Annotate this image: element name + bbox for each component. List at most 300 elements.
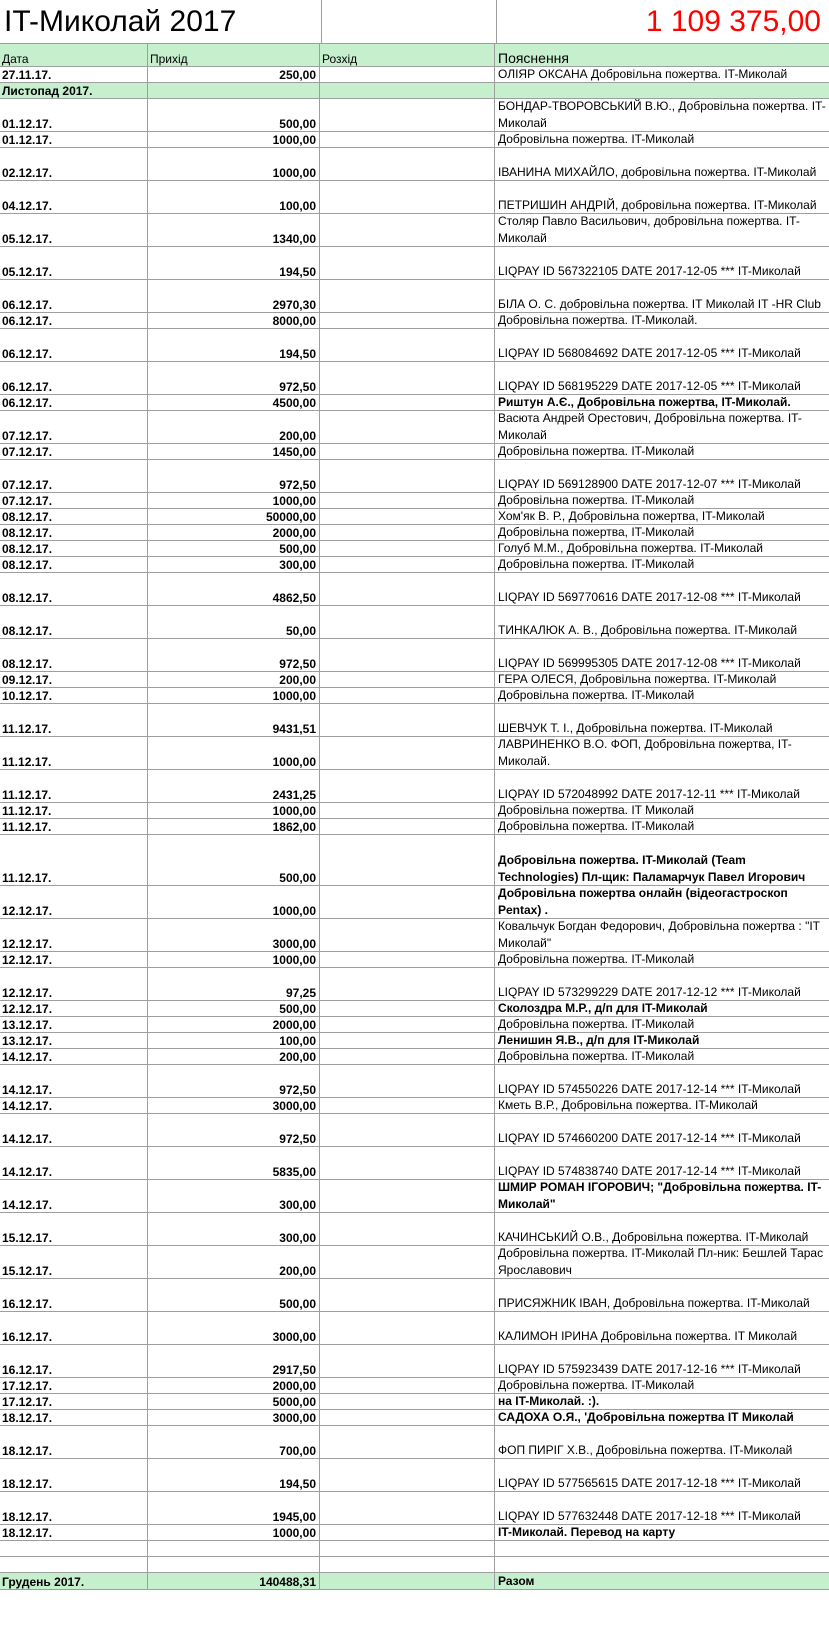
expense-cell — [320, 525, 495, 540]
note-cell: Добровільна пожертва. IT-Миколай — [498, 132, 695, 146]
date-cell: 06.12.17. — [0, 313, 148, 328]
date-cell: 18.12.17. — [0, 1426, 148, 1458]
expense-cell — [320, 1279, 495, 1311]
income-cell: 1000,00 — [148, 803, 320, 818]
sheet-title: IT-Миколай 2017 — [4, 5, 237, 38]
expense-cell — [320, 1394, 495, 1409]
table-row — [0, 1525, 829, 1541]
income-cell: 97,25 — [148, 968, 320, 1000]
header-divider — [321, 0, 322, 43]
income-cell: 194,50 — [148, 247, 320, 279]
income-cell: 500,00 — [148, 1279, 320, 1311]
table-row — [0, 444, 829, 460]
income-cell: 1862,00 — [148, 819, 320, 834]
income-cell: 972,50 — [148, 639, 320, 671]
note-cell: Добровільна пожертва онлайн (відеогастроскоп Pentax) . — [498, 886, 788, 917]
table-row — [0, 1033, 829, 1049]
column-header-income: Прихід — [148, 44, 320, 66]
income-cell: 2000,00 — [148, 525, 320, 540]
date-cell: 08.12.17. — [0, 606, 148, 638]
date-cell: 12.12.17. — [0, 968, 148, 1000]
note-cell — [495, 1541, 829, 1556]
expense-cell — [320, 493, 495, 508]
income-cell: 1450,00 — [148, 444, 320, 459]
date-cell: 01.12.17. — [0, 99, 148, 131]
table-row — [0, 148, 829, 181]
date-cell: 08.12.17. — [0, 509, 148, 524]
income-cell: 1340,00 — [148, 214, 320, 246]
date-cell: 07.12.17. — [0, 460, 148, 492]
income-cell: 972,50 — [148, 362, 320, 394]
income-cell: 2000,00 — [148, 1017, 320, 1032]
note-cell: LIQPAY ID 568084692 DATE 2017-12-05 *** IT-Миколай — [498, 345, 801, 360]
date-cell: Грудень 2017. — [0, 1573, 148, 1589]
note-cell — [495, 83, 829, 98]
table-row — [0, 1114, 829, 1147]
note-cell: LIQPAY ID 575923439 DATE 2017-12-16 *** IT-Миколай — [498, 1361, 801, 1376]
income-cell: 2431,25 — [148, 770, 320, 802]
date-cell: 18.12.17. — [0, 1525, 148, 1540]
date-cell: 14.12.17. — [0, 1049, 148, 1064]
table-row — [0, 803, 829, 819]
table-row — [0, 1378, 829, 1394]
expense-cell — [320, 1017, 495, 1032]
note-cell: Риштун А.Є., Добровільна пожертва, IT-Миколай. — [498, 395, 791, 409]
table-row — [0, 1394, 829, 1410]
note-cell: Добровільна пожертва. IT Миколай — [498, 803, 694, 817]
table-row — [0, 181, 829, 214]
note-cell: LIQPAY ID 577565615 DATE 2017-12-18 *** IT-Миколай — [498, 1475, 801, 1490]
expense-cell — [320, 803, 495, 818]
table-row — [0, 1410, 829, 1426]
note-cell: ПРИСЯЖНИК ІВАН, Добровільна пожертва. IT-Миколай — [498, 1295, 810, 1310]
date-cell: 08.12.17. — [0, 573, 148, 605]
total-amount: 1 109 375,00 — [645, 5, 821, 38]
expense-cell — [320, 362, 495, 394]
expense-cell — [320, 1098, 495, 1113]
income-cell: 700,00 — [148, 1426, 320, 1458]
note-cell: LIQPAY ID 569128900 DATE 2017-12-07 *** IT-Миколай — [498, 476, 801, 491]
note-cell: Добровільна пожертва. IT-Миколай — [498, 557, 695, 571]
note-cell: ШЕВЧУК Т. І., Добровільна пожертва. IT-Миколай — [498, 720, 773, 735]
table-row — [0, 1426, 829, 1459]
note-cell: Добровільна пожертва. IT-Миколай — [498, 1017, 695, 1031]
expense-cell — [320, 1492, 495, 1524]
expense-cell — [320, 247, 495, 279]
table-row — [0, 132, 829, 148]
expense-cell — [320, 395, 495, 410]
note-cell: Добровільна пожертва. IT-Миколай — [498, 444, 695, 458]
expense-cell — [320, 1557, 495, 1572]
table-row — [0, 411, 829, 444]
table-body — [0, 67, 829, 1590]
income-cell: 1000,00 — [148, 148, 320, 180]
table-row — [0, 1312, 829, 1345]
income-cell: 972,50 — [148, 1065, 320, 1097]
table-row — [0, 460, 829, 493]
table-row — [0, 280, 829, 313]
date-cell: 14.12.17. — [0, 1147, 148, 1179]
income-cell: 9431,51 — [148, 704, 320, 736]
expense-cell — [320, 1541, 495, 1556]
table-row — [0, 214, 829, 247]
expense-cell — [320, 444, 495, 459]
date-cell: 12.12.17. — [0, 1001, 148, 1016]
note-cell: LIQPAY ID 574838740 DATE 2017-12-14 *** IT-Миколай — [498, 1163, 801, 1178]
note-cell: Добровільна пожертва. IT-Миколай — [498, 688, 695, 702]
table-row — [0, 541, 829, 557]
table-row — [0, 1492, 829, 1525]
expense-cell — [320, 509, 495, 524]
expense-cell — [320, 1573, 495, 1589]
income-cell: 250,00 — [148, 67, 320, 82]
expense-cell — [320, 737, 495, 769]
expense-cell — [320, 148, 495, 180]
date-cell: 08.12.17. — [0, 639, 148, 671]
table-row — [0, 1065, 829, 1098]
table-row — [0, 1180, 829, 1213]
income-cell: 500,00 — [148, 541, 320, 556]
table-row — [0, 509, 829, 525]
table-row — [0, 247, 829, 280]
column-header-row — [0, 44, 829, 67]
expense-cell — [320, 1426, 495, 1458]
table-row — [0, 1573, 829, 1590]
income-cell: 1000,00 — [148, 493, 320, 508]
note-cell: Добровільна пожертва. IT-Миколай — [498, 819, 695, 833]
income-cell: 3000,00 — [148, 1312, 320, 1344]
date-cell: 11.12.17. — [0, 737, 148, 769]
expense-cell — [320, 541, 495, 556]
note-cell: LIQPAY ID 567322105 DATE 2017-12-05 *** IT-Миколай — [498, 263, 801, 278]
note-cell: Хом'як В. Р., Добровільна пожертва, IT-Миколай — [498, 509, 765, 523]
date-cell: 16.12.17. — [0, 1345, 148, 1377]
expense-cell — [320, 1180, 495, 1212]
income-cell: 1000,00 — [148, 688, 320, 703]
expense-cell — [320, 1065, 495, 1097]
date-cell: 13.12.17. — [0, 1017, 148, 1032]
income-cell: 1945,00 — [148, 1492, 320, 1524]
income-cell: 500,00 — [148, 835, 320, 885]
date-cell: 02.12.17. — [0, 148, 148, 180]
date-cell: 14.12.17. — [0, 1098, 148, 1113]
note-cell: САДОХА О.Я., 'Добровільна пожертва IT Миколай — [498, 1410, 794, 1424]
income-cell: 972,50 — [148, 1114, 320, 1146]
income-cell: 4862,50 — [148, 573, 320, 605]
income-cell: 1000,00 — [148, 132, 320, 147]
table-row — [0, 1213, 829, 1246]
date-cell — [0, 1541, 148, 1556]
date-cell: 11.12.17. — [0, 819, 148, 834]
income-cell: 200,00 — [148, 1246, 320, 1278]
expense-cell — [320, 313, 495, 328]
sheet-header — [0, 0, 829, 44]
date-cell: 09.12.17. — [0, 672, 148, 687]
expense-cell — [320, 688, 495, 703]
income-cell: 3000,00 — [148, 1410, 320, 1425]
income-cell: 972,50 — [148, 460, 320, 492]
income-cell: 200,00 — [148, 1049, 320, 1064]
table-row — [0, 1459, 829, 1492]
note-cell: Столяр Павло Васильович, добровільна пожертва. IT-Миколай — [498, 214, 800, 245]
date-cell: 11.12.17. — [0, 704, 148, 736]
note-cell: LIQPAY ID 574550226 DATE 2017-12-14 *** IT-Миколай — [498, 1081, 801, 1096]
table-row — [0, 573, 829, 606]
note-cell: Голуб М.М., Добровільна пожертва. IT-Миколай — [498, 541, 763, 555]
expense-cell — [320, 770, 495, 802]
table-row — [0, 819, 829, 835]
date-cell: 06.12.17. — [0, 395, 148, 410]
expense-cell — [320, 704, 495, 736]
table-row — [0, 770, 829, 803]
expense-cell — [320, 573, 495, 605]
table-row — [0, 835, 829, 886]
expense-cell — [320, 132, 495, 147]
expense-cell — [320, 1525, 495, 1540]
expense-cell — [320, 83, 495, 98]
date-cell: 15.12.17. — [0, 1246, 148, 1278]
note-cell: ГЕРА ОЛЕСЯ, Добровільна пожертва. IT-Миколай — [498, 672, 777, 686]
note-cell: ФОП ПИРІГ Х.В., Добровільна пожертва. IT-Миколай — [498, 1442, 793, 1457]
note-cell: Добровільна пожертва, IT-Миколай — [498, 525, 695, 539]
column-header-note: Пояснення — [495, 44, 829, 66]
expense-cell — [320, 1378, 495, 1393]
income-cell: 5000,00 — [148, 1394, 320, 1409]
expense-cell — [320, 181, 495, 213]
table-row — [0, 968, 829, 1001]
table-row — [0, 313, 829, 329]
date-cell: 05.12.17. — [0, 247, 148, 279]
date-cell: 08.12.17. — [0, 557, 148, 572]
income-cell: 194,50 — [148, 329, 320, 361]
date-cell: 11.12.17. — [0, 803, 148, 818]
date-cell: 18.12.17. — [0, 1410, 148, 1425]
table-row — [0, 1098, 829, 1114]
expense-cell — [320, 886, 495, 918]
date-cell: 11.12.17. — [0, 770, 148, 802]
expense-cell — [320, 1312, 495, 1344]
expense-cell — [320, 1345, 495, 1377]
table-row — [0, 1017, 829, 1033]
table-row — [0, 1345, 829, 1378]
income-cell — [148, 1557, 320, 1572]
expense-cell — [320, 1001, 495, 1016]
date-cell: 14.12.17. — [0, 1180, 148, 1212]
note-cell: ШМИР РОМАН ІГОРОВИЧ; "Добровільна пожертва. IT-Миколай" — [498, 1180, 822, 1211]
note-cell: Добровільна пожертва. IT-Миколай — [498, 952, 695, 966]
date-cell: 08.12.17. — [0, 525, 148, 540]
income-cell: 300,00 — [148, 1213, 320, 1245]
expense-cell — [320, 1459, 495, 1491]
table-row — [0, 672, 829, 688]
table-row — [0, 1279, 829, 1312]
table-row — [0, 83, 829, 99]
expense-cell — [320, 214, 495, 246]
expense-cell — [320, 411, 495, 443]
expense-cell — [320, 1147, 495, 1179]
note-cell: LIQPAY ID 572048992 DATE 2017-12-11 *** IT-Миколай — [498, 786, 800, 801]
date-cell: 15.12.17. — [0, 1213, 148, 1245]
note-cell: ТИНКАЛЮК А. В., Добровільна пожертва. IT-Миколай — [498, 622, 798, 637]
date-cell: 16.12.17. — [0, 1279, 148, 1311]
expense-cell — [320, 1246, 495, 1278]
income-cell: 3000,00 — [148, 919, 320, 951]
table-row — [0, 395, 829, 411]
expense-cell — [320, 1114, 495, 1146]
income-cell: 1000,00 — [148, 886, 320, 918]
table-row — [0, 952, 829, 968]
date-cell: 18.12.17. — [0, 1459, 148, 1491]
table-row — [0, 67, 829, 83]
note-cell: LIQPAY ID 569770616 DATE 2017-12-08 *** IT-Миколай — [498, 589, 801, 604]
income-cell: 200,00 — [148, 411, 320, 443]
table-row — [0, 99, 829, 132]
table-row — [0, 1147, 829, 1180]
note-cell: Сколоздра М.Р., д/п для IT-Миколай — [498, 1001, 708, 1015]
date-cell: 11.12.17. — [0, 835, 148, 885]
date-cell: 06.12.17. — [0, 280, 148, 312]
note-cell: LIQPAY ID 569995305 DATE 2017-12-08 *** IT-Миколай — [498, 655, 801, 670]
date-cell: 12.12.17. — [0, 886, 148, 918]
expense-cell — [320, 672, 495, 687]
expense-cell — [320, 919, 495, 951]
note-cell: Кметь В.Р., Добровільна пожертва. IT-Миколай — [498, 1098, 758, 1112]
note-cell: ІВАНИНА МИХАЙЛО, добровільна пожертва. IT-Миколай — [498, 164, 817, 179]
table-row — [0, 688, 829, 704]
income-cell: 1000,00 — [148, 952, 320, 967]
note-cell: КАЧИНСЬКИЙ О.В., Добровільна пожертва. IT-Миколай — [498, 1229, 809, 1244]
note-cell — [495, 1557, 829, 1572]
date-cell: 17.12.17. — [0, 1378, 148, 1393]
note-cell: Добровільна пожертва. IT-Миколай — [498, 1049, 695, 1063]
income-cell: 300,00 — [148, 1180, 320, 1212]
table-row — [0, 919, 829, 952]
income-cell: 8000,00 — [148, 313, 320, 328]
income-cell: 300,00 — [148, 557, 320, 572]
expense-cell — [320, 968, 495, 1000]
note-cell: БОНДАР-ТВОРОВСЬКИЙ В.Ю., Добровільна пожертва. IT-Миколай — [498, 99, 826, 130]
income-cell: 1000,00 — [148, 1525, 320, 1540]
date-cell: 13.12.17. — [0, 1033, 148, 1048]
note-cell: Добровільна пожертва. IT-Миколай — [498, 493, 695, 507]
date-cell: 06.12.17. — [0, 362, 148, 394]
table-row — [0, 329, 829, 362]
date-cell: 17.12.17. — [0, 1394, 148, 1409]
expense-cell — [320, 639, 495, 671]
expense-cell — [320, 819, 495, 834]
expense-cell — [320, 99, 495, 131]
date-cell: 07.12.17. — [0, 411, 148, 443]
expense-cell — [320, 835, 495, 885]
note-cell: LIQPAY ID 577632448 DATE 2017-12-18 *** IT-Миколай — [498, 1508, 801, 1523]
note-cell: Ленишин Я.В., д/п для IT-Миколай — [498, 1033, 700, 1047]
table-row — [0, 606, 829, 639]
expense-cell — [320, 329, 495, 361]
date-cell: 07.12.17. — [0, 444, 148, 459]
table-row — [0, 886, 829, 919]
date-cell: 07.12.17. — [0, 493, 148, 508]
date-cell: 14.12.17. — [0, 1065, 148, 1097]
income-cell: 200,00 — [148, 672, 320, 687]
income-cell: 100,00 — [148, 181, 320, 213]
table-row — [0, 493, 829, 509]
note-cell: LIQPAY ID 568195229 DATE 2017-12-05 *** IT-Миколай — [498, 378, 801, 393]
income-cell: 500,00 — [148, 99, 320, 131]
date-cell: 18.12.17. — [0, 1492, 148, 1524]
income-cell: 1000,00 — [148, 737, 320, 769]
note-cell: Васюта Андрей Орестович, Добровільна пожертва. IT-Миколай — [498, 411, 802, 442]
expense-cell — [320, 460, 495, 492]
expense-cell — [320, 606, 495, 638]
note-cell: Разом — [495, 1573, 829, 1589]
date-cell: 05.12.17. — [0, 214, 148, 246]
table-row — [0, 737, 829, 770]
note-cell: LIQPAY ID 573299229 DATE 2017-12-12 *** IT-Миколай — [498, 984, 801, 999]
table-row — [0, 362, 829, 395]
note-cell: Ковальчук Богдан Федорович, Добровільна пожертва : "IT Миколай" — [498, 919, 820, 950]
note-cell: ПЕТРИШИН АНДРІЙ, добровільна пожертва. IT-Миколай — [498, 197, 817, 212]
table-row — [0, 557, 829, 573]
date-cell: 01.12.17. — [0, 132, 148, 147]
date-cell — [0, 1557, 148, 1572]
column-header-expense: Розхід — [320, 44, 495, 66]
note-cell: на IT-Миколай. :). — [498, 1394, 600, 1408]
date-cell: 14.12.17. — [0, 1114, 148, 1146]
header-divider — [496, 0, 497, 43]
income-cell: 100,00 — [148, 1033, 320, 1048]
note-cell: КАЛИМОН ІРИНА Добровільна пожертва. IT Миколай — [498, 1328, 798, 1343]
table-row — [0, 1001, 829, 1017]
table-row — [0, 1049, 829, 1065]
expense-cell — [320, 280, 495, 312]
note-cell: Добровільна пожертва. IT-Миколай Пл-ник: Бешлей Тарас Ярославович — [498, 1246, 824, 1277]
income-cell: 4500,00 — [148, 395, 320, 410]
expense-cell — [320, 557, 495, 572]
income-cell — [148, 1541, 320, 1556]
expense-cell — [320, 1049, 495, 1064]
expense-cell — [320, 1410, 495, 1425]
income-cell: 140488,31 — [148, 1573, 320, 1589]
date-cell: 06.12.17. — [0, 329, 148, 361]
income-cell: 500,00 — [148, 1001, 320, 1016]
income-cell: 194,50 — [148, 1459, 320, 1491]
expense-cell — [320, 67, 495, 82]
income-cell: 2917,50 — [148, 1345, 320, 1377]
expense-cell — [320, 1033, 495, 1048]
income-cell: 5835,00 — [148, 1147, 320, 1179]
date-cell: 12.12.17. — [0, 919, 148, 951]
table-row — [0, 704, 829, 737]
note-cell: Добровільна пожертва. IT-Миколай — [498, 1378, 695, 1392]
date-cell: 04.12.17. — [0, 181, 148, 213]
income-cell: 2000,00 — [148, 1378, 320, 1393]
date-cell: 16.12.17. — [0, 1312, 148, 1344]
date-cell: 27.11.17. — [0, 67, 148, 82]
note-cell: LIQPAY ID 574660200 DATE 2017-12-14 *** IT-Миколай — [498, 1130, 801, 1145]
income-cell: 2970,30 — [148, 280, 320, 312]
expense-cell — [320, 1213, 495, 1245]
note-cell: БІЛА О. С. добровільна пожертва. IT Миколай IT -HR Club — [498, 296, 821, 311]
note-cell: ЛАВРИНЕНКО В.О. ФОП, Добровільна пожертва, IT-Миколай. — [498, 737, 792, 768]
note-cell: Добровільна пожертва. IT-Миколай. — [498, 313, 698, 327]
note-cell: IT-Миколай. Перевод на карту — [498, 1525, 676, 1539]
income-cell: 50,00 — [148, 606, 320, 638]
expense-cell — [320, 952, 495, 967]
table-row — [0, 1541, 829, 1557]
note-cell: Добровільна пожертва. IT-Миколай (Team Technologies) Пл-щик: Паламарчук Павел Игорович — [498, 853, 806, 884]
income-cell — [148, 83, 320, 98]
date-cell: 08.12.17. — [0, 541, 148, 556]
